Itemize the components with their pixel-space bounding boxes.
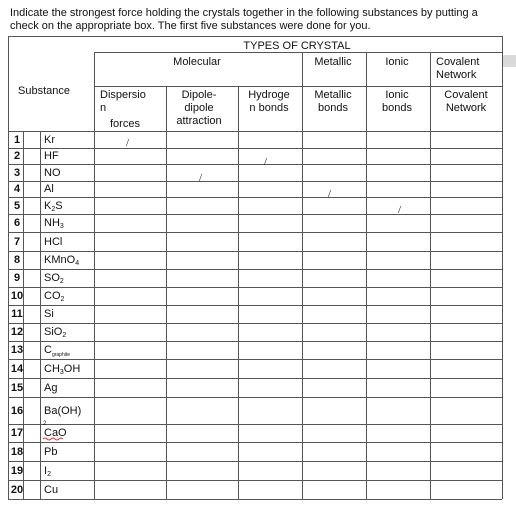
row-number: 11 — [11, 308, 23, 320]
row-divider — [8, 214, 502, 215]
dipole-header — [166, 89, 232, 128]
row-divider — [8, 181, 502, 182]
header-bottom-border — [8, 131, 502, 132]
grid-line — [366, 52, 367, 499]
substance-formula — [44, 150, 59, 163]
row-number: 7 — [13, 235, 21, 248]
substance-formula — [44, 405, 81, 418]
instructions-line-2: check on the appropriate box. The first five substances were done for you. — [10, 20, 371, 32]
dipole-line-1: Dipole- — [181, 89, 217, 101]
formula-text: NH — [44, 217, 60, 229]
substance-formula — [44, 290, 64, 306]
covalent-bonds-line-1: Covalent — [444, 89, 488, 101]
row-number: 19 — [10, 464, 24, 477]
formula-text: Cu — [44, 483, 59, 496]
row-divider — [8, 232, 502, 233]
metallic-bonds-line-2: bonds — [318, 102, 348, 114]
row-divider — [8, 461, 502, 462]
hydrogen-line-2: n bonds — [249, 102, 289, 114]
dipole-line-3: attraction — [176, 115, 222, 127]
covalent-header-line-1: Covalent — [436, 56, 480, 68]
row-divider — [8, 323, 502, 324]
row-divider — [8, 164, 502, 165]
row-number: 4 — [13, 183, 21, 195]
substance-formula — [44, 382, 57, 395]
check-mark-al-metallic: / — [328, 188, 332, 200]
substance-formula — [44, 183, 54, 196]
row-number: 2 — [13, 150, 21, 162]
row-divider — [8, 442, 502, 443]
check-mark-kr-dispersion: / — [126, 137, 130, 149]
formula-subscript: 2 — [60, 296, 65, 303]
substance-formula — [44, 308, 54, 321]
formula-text-2: S — [55, 199, 63, 212]
formula-subscript: 2 — [59, 278, 64, 285]
ionic-header: Ionic — [385, 56, 409, 68]
substance-formula — [44, 326, 66, 342]
row-divider — [8, 305, 502, 306]
row-number: 6 — [13, 217, 21, 229]
formula-text: SO — [44, 272, 60, 284]
covalent-header-line-2: Network — [436, 69, 477, 81]
row-number: 9 — [13, 272, 21, 284]
spellcheck-underline — [43, 437, 63, 441]
substance-formula — [44, 167, 61, 180]
check-mark-k2s-ionic: / — [398, 204, 402, 216]
hydrogen-line-1: Hydroge — [248, 89, 290, 101]
row-number: 18 — [10, 445, 24, 458]
formula-text: Ba(OH) — [44, 404, 82, 417]
substance-formula — [44, 363, 80, 379]
formula-text: I — [44, 464, 48, 477]
metallic-bonds-line-1: Metallic — [314, 89, 352, 101]
row-divider — [8, 499, 502, 500]
category-divider — [94, 86, 502, 87]
row-number: 17 — [10, 427, 24, 439]
gray-tab — [502, 55, 516, 67]
row-divider — [8, 378, 502, 379]
row-16-subscript-note: 2 — [43, 421, 47, 427]
formula-text: Al — [44, 183, 54, 195]
check-mark-hf-hydrogen: / — [264, 156, 268, 168]
dispersion-header — [100, 89, 146, 131]
substance-formula — [44, 254, 79, 270]
substance-formula — [44, 217, 64, 233]
formula-subscript: 2 — [62, 332, 67, 339]
substance-formula — [44, 236, 62, 249]
row-number: 12 — [10, 326, 24, 338]
ionic-bonds-line-1: Ionic — [385, 89, 409, 101]
row-number: 10 — [10, 290, 24, 302]
row-number: 15 — [10, 381, 24, 394]
substance-formula — [44, 484, 58, 497]
covalent-bonds-line-2: Network — [445, 102, 487, 114]
formula-text: Pb — [44, 445, 58, 458]
formula-text: Ag — [44, 381, 58, 394]
grid-line — [430, 52, 431, 499]
dipole-line-2: dipole — [184, 102, 214, 114]
ionic-bonds-header — [366, 89, 428, 115]
hydrogen-header — [238, 89, 300, 115]
row-divider — [8, 341, 502, 342]
formula-text: HCl — [44, 235, 63, 248]
grid-line — [40, 131, 41, 499]
table-top-border — [8, 36, 502, 37]
formula-text: Si — [44, 308, 54, 320]
row-divider — [8, 424, 502, 425]
substance-formula — [44, 134, 55, 147]
formula-text: CaO — [44, 427, 67, 439]
formula-subscript: 2 — [47, 470, 51, 478]
row-number: 14 — [10, 362, 24, 375]
row-divider — [8, 197, 502, 198]
metallic-header: Metallic — [314, 56, 352, 68]
dispersion-line-1: Dispersio — [100, 89, 146, 101]
instructions — [10, 7, 515, 33]
substance-header: Substance — [18, 85, 70, 97]
formula-subscript-note: graphite — [51, 352, 71, 358]
row-divider — [8, 480, 502, 481]
dispersion-line-2: n — [100, 102, 107, 114]
formula-subscript: 4 — [75, 260, 80, 267]
row-divider — [8, 397, 502, 398]
formula-subscript: 2 — [51, 205, 56, 213]
types-of-crystal-header: TYPES OF CRYSTAL — [243, 40, 351, 52]
molecular-header: Molecular — [173, 56, 221, 68]
table-right-border — [502, 36, 503, 499]
row-number: 5 — [13, 199, 21, 212]
row-divider — [8, 287, 502, 288]
row-divider — [8, 269, 502, 270]
formula-text: KMnO — [44, 254, 76, 266]
formula-text: CH — [44, 362, 60, 375]
row-number: 1 — [13, 133, 21, 146]
formula-text: HF — [44, 150, 59, 162]
formula-text: NO — [44, 166, 61, 179]
row-divider — [8, 251, 502, 252]
formula-text: C — [44, 344, 52, 356]
formula-text-2: OH — [63, 362, 81, 375]
covalent-network-bonds-header — [430, 89, 502, 115]
row-number: 13 — [10, 344, 24, 356]
formula-subscript: 3 — [59, 223, 64, 230]
row-number: 8 — [13, 254, 21, 266]
row-divider — [8, 359, 502, 360]
substance-formula — [44, 446, 57, 459]
formula-text: CO — [44, 290, 61, 302]
grid-line — [94, 52, 95, 499]
covalent-network-header — [436, 56, 479, 82]
formula-subscript: 3 — [59, 368, 64, 376]
substance-formula — [44, 344, 70, 362]
row-number: 20 — [10, 483, 24, 496]
formula-text: SiO — [44, 326, 63, 338]
metallic-bonds-header — [302, 89, 364, 115]
formula-text: K — [44, 199, 52, 212]
formula-text: Kr — [44, 133, 55, 146]
row-number: 3 — [13, 166, 21, 179]
substance-formula — [44, 272, 64, 288]
grid-line — [302, 52, 303, 499]
substance-formula — [44, 200, 63, 216]
row-divider — [8, 148, 502, 149]
substance-formula — [44, 465, 51, 481]
ionic-bonds-line-2: bonds — [382, 102, 412, 114]
row-number: 16 — [10, 404, 24, 417]
check-mark-no-dipole: / — [199, 172, 203, 184]
dispersion-line-3: forces — [110, 118, 140, 130]
instructions-line-1: Indicate the strongest force holding the crystals together in the following substances by putting a — [10, 7, 478, 19]
